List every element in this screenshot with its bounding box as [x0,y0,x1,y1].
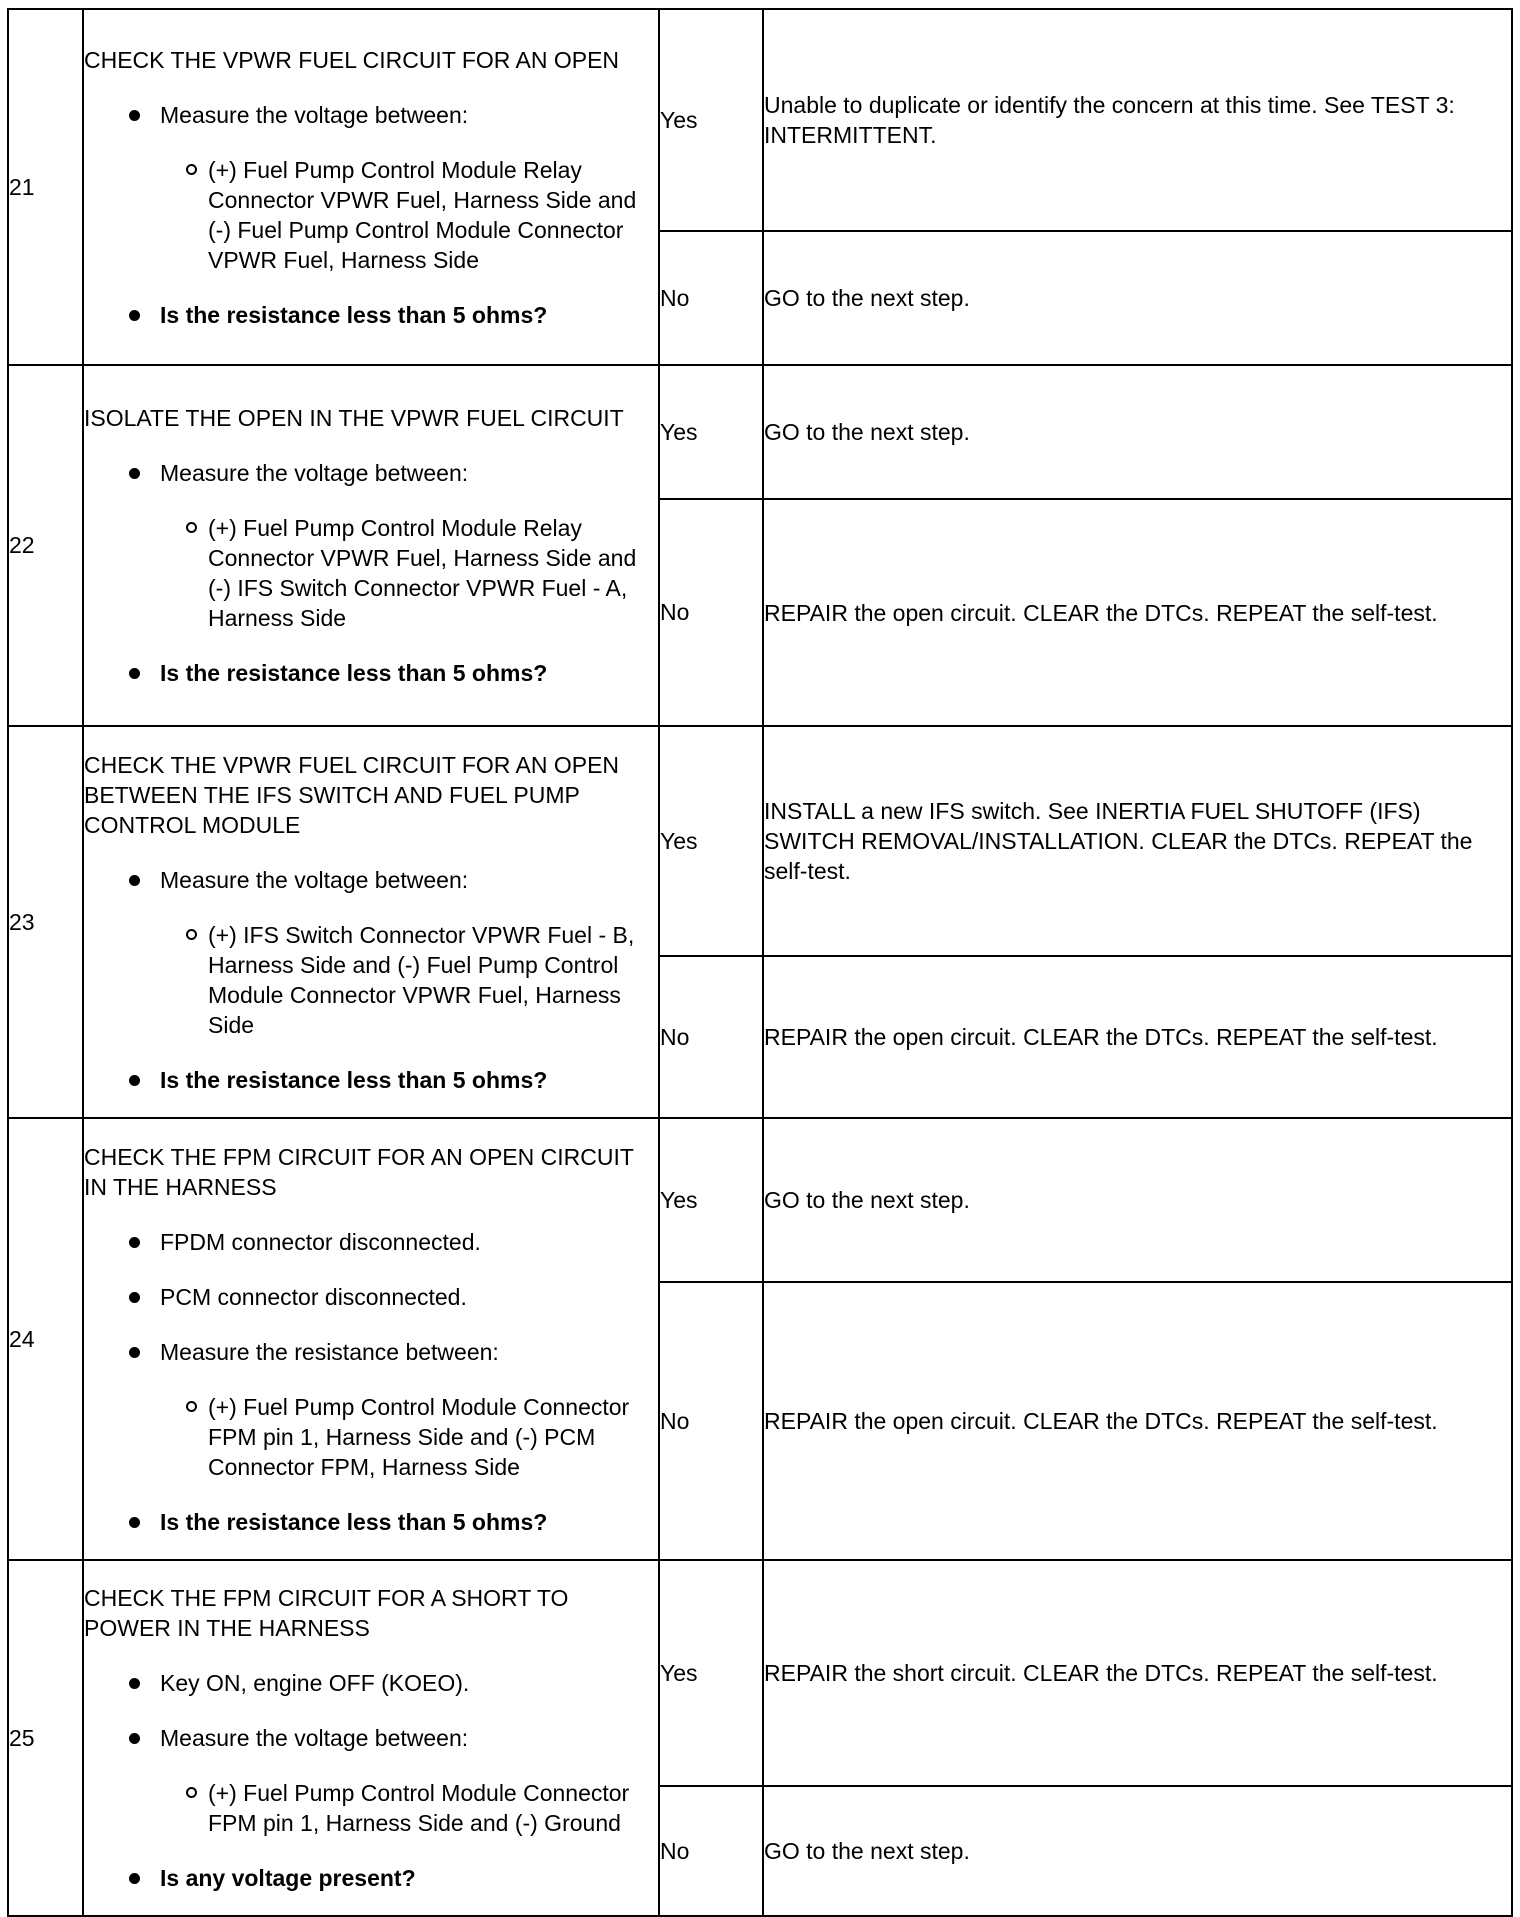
step-row [8,726,1512,956]
yes-result: REPAIR the short circuit. CLEAR the DTCs. REPEAT the self-test. [763,1560,1512,1786]
step-action [83,726,659,1118]
step-title: CHECK THE FPM CIRCUIT FOR A SHORT TO POWER IN THE HARNESS [84,1585,569,1641]
bullet-item [84,458,658,633]
answer-yes: Yes [659,726,763,956]
step-number: 25 [8,1560,83,1916]
bullet-text: FPDM connector disconnected. [160,1228,481,1255]
bullet-item [84,1668,658,1698]
no-result: REPAIR the open circuit. CLEAR the DTCs. REPEAT the self-test. [763,1282,1512,1560]
yes-result: INSTALL a new IFS switch. See INERTIA FUEL SHUTOFF (IFS) SWITCH REMOVAL/INSTALLATION. CLEAR the DTCs. REPEAT the self-test. [763,726,1512,956]
step-question [84,1863,658,1893]
yes-result: GO to the next step. [763,365,1512,499]
step-number: 21 [8,9,83,365]
sub-bullet-list [146,155,658,275]
step-row [8,1118,1512,1282]
answer-yes: Yes [659,1118,763,1282]
step-number: 24 [8,1118,83,1560]
bullet-text: Is the resistance less than 5 ohms? [160,1508,548,1535]
bullet-item [84,100,658,275]
step-action [83,1118,659,1560]
answer-yes: Yes [659,1560,763,1786]
bullet-text: Measure the resistance between: [160,1338,499,1365]
bullet-list [84,458,658,688]
step-question [84,658,658,688]
bullet-text: Key ON, engine OFF (KOEO). [160,1670,470,1696]
step-row [8,1560,1512,1786]
bullet-item [84,865,658,1040]
bullet-item [84,1723,658,1838]
sub-bullet-item: (+) Fuel Pump Control Module Connector FPM pin 1, Harness Side and (-) PCM Connector FPM, Harness Side [182,1392,658,1482]
sub-bullet-list [146,513,658,633]
sub-bullet-item: (+) Fuel Pump Control Module Relay Connector VPWR Fuel, Harness Side and (-) IFS Switch Connector VPWR Fuel - A, Harness Side [182,513,658,633]
bullet-text: Is the resistance less than 5 ohms? [160,1066,548,1093]
bullet-text: Measure the voltage between: [160,866,469,893]
bullet-text: Measure the voltage between: [160,1725,469,1751]
bullet-text: Is the resistance less than 5 ohms? [160,301,548,328]
step-title: CHECK THE FPM CIRCUIT FOR AN OPEN CIRCUIT IN THE HARNESS [84,1143,634,1200]
bullet-text: PCM connector disconnected. [160,1283,467,1310]
answer-no: No [659,1282,763,1560]
bullet-text: Measure the voltage between: [160,460,469,486]
sub-bullet-list [146,1778,658,1838]
bullet-item [84,1337,658,1482]
step-question [84,1507,658,1537]
sub-bullet-list [146,1392,658,1482]
answer-no: No [659,499,763,726]
sub-bullet-list [146,920,658,1040]
yes-result: Unable to duplicate or identify the concern at this time. See TEST 3: INTERMITTENT. [763,9,1512,231]
step-number: 23 [8,726,83,1118]
bullet-list [84,1227,658,1537]
step-question [84,1065,658,1095]
sub-bullet-item: (+) IFS Switch Connector VPWR Fuel - B, Harness Side and (-) Fuel Pump Control Module Connector VPWR Fuel, Harness Side [182,920,658,1040]
step-action [83,1560,659,1916]
bullet-item [84,1282,658,1312]
bullet-list [84,1668,658,1893]
bullet-text: Is the resistance less than 5 ohms? [160,660,548,686]
bullet-list [84,865,658,1095]
answer-no: No [659,231,763,365]
step-title: ISOLATE THE OPEN IN THE VPWR FUEL CIRCUIT [84,405,624,431]
sub-bullet-item: (+) Fuel Pump Control Module Connector FPM pin 1, Harness Side and (-) Ground [182,1778,658,1838]
step-title: CHECK THE VPWR FUEL CIRCUIT FOR AN OPEN [84,46,620,73]
bullet-list [84,100,658,330]
answer-no: No [659,1786,763,1916]
step-title: CHECK THE VPWR FUEL CIRCUIT FOR AN OPEN BETWEEN THE IFS SWITCH AND FUEL PUMP CONTROL MODULE [84,751,620,838]
no-result: REPAIR the open circuit. CLEAR the DTCs. REPEAT the self-test. [763,499,1512,726]
step-row [8,365,1512,499]
no-result: REPAIR the open circuit. CLEAR the DTCs. REPEAT the self-test. [763,956,1512,1118]
bullet-text: Is any voltage present? [160,1865,416,1891]
step-question [84,300,658,330]
step-action [83,9,659,365]
step-row [8,9,1512,231]
answer-yes: Yes [659,9,763,231]
step-number: 22 [8,365,83,726]
bullet-text: Measure the voltage between: [160,101,469,128]
no-result: GO to the next step. [763,1786,1512,1916]
answer-no: No [659,956,763,1118]
answer-yes: Yes [659,365,763,499]
step-action [83,365,659,726]
bullet-item [84,1227,658,1257]
sub-bullet-item: (+) Fuel Pump Control Module Relay Connector VPWR Fuel, Harness Side and (-) Fuel Pump Control Module Connector VPWR Fuel, Harness Side [182,155,658,275]
no-result: GO to the next step. [763,231,1512,365]
diagnostic-test-table [7,8,1513,1917]
yes-result: GO to the next step. [763,1118,1512,1282]
